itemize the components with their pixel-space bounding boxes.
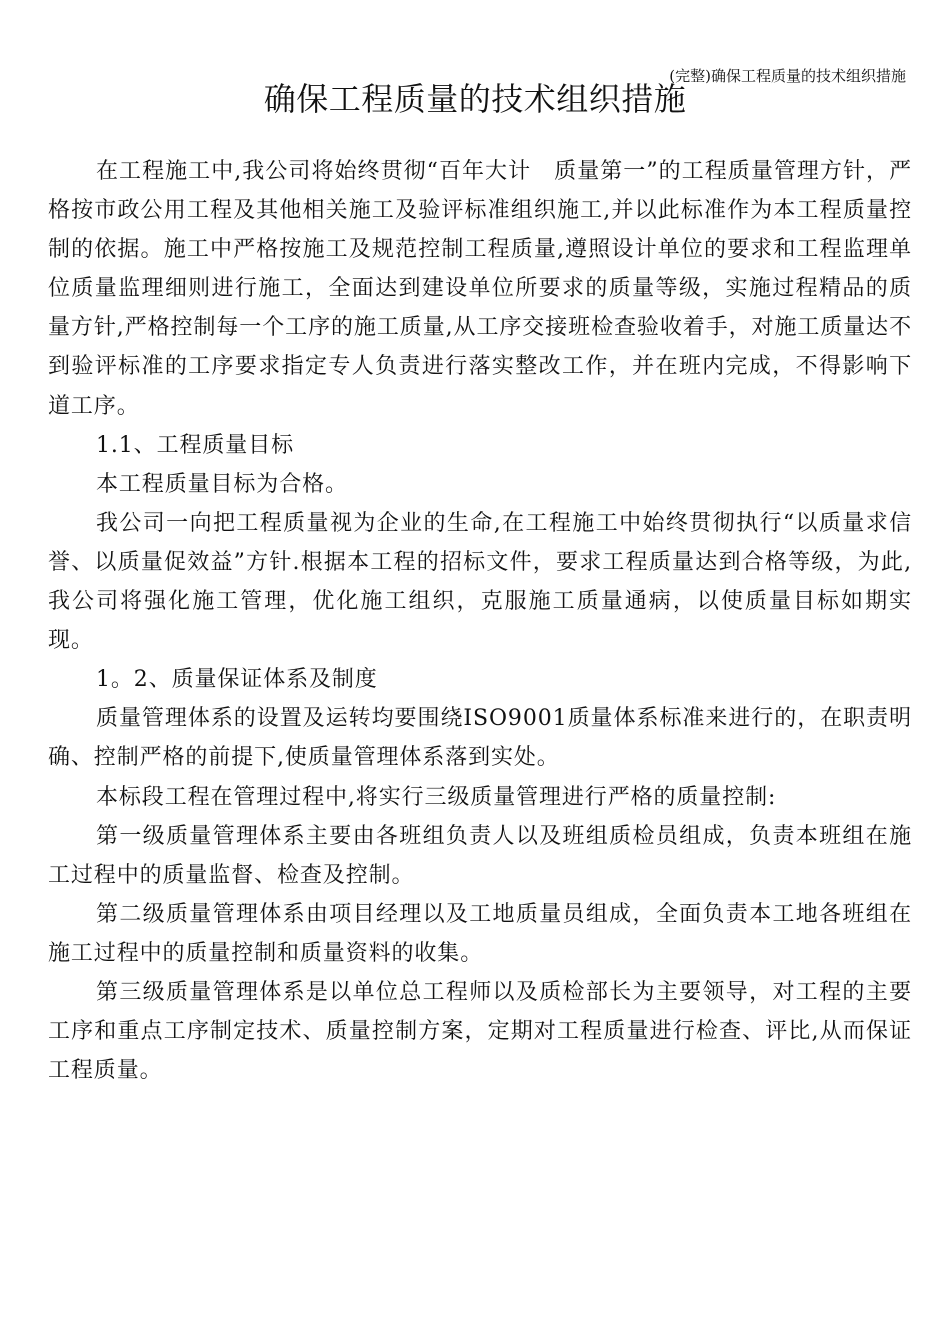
- section-heading-quality-goal: 1.1、工程质量目标: [96, 432, 294, 458]
- document-body: [48, 152, 912, 1090]
- paragraph-system: 质量管理体系的设置及运转均要围绕ISO9001质量体系标准来进行的，在职责明确、控制严格的前提下,使质量管理体系落到实处。: [48, 706, 912, 771]
- running-header: (完整)确保工程质量的技术组织措施: [669, 67, 906, 85]
- document-title: 确保工程质量的技术组织措施: [263, 80, 687, 118]
- paragraph-intro: 在工程施工中,我公司将始终贯彻“百年大计 质量第一”的工程质量管理方针，严格按市政公用工程及其他相关施工及验评标准组织施工,并以此标准作为本工程质量控制的依据。施工中严格按施工及规范控制工程质量,遵照设计单位的要求和工程监理单位质量监理细则进行施工，全面达到建设单位所要求的质量等级，实施过程精品的质量方针,严格控制每一个工序的施工质量,从工序交接班检查验收着手，对施工质量达不到验评标准的工序要求指定专人负责进行落实整改工作，并在班内完成，不得影响下道工序。: [48, 159, 912, 419]
- paragraph-three-level: 本标段工程在管理过程中,将实行三级质量管理进行严格的质量控制:: [96, 784, 777, 810]
- paragraph-level-1: 第一级质量管理体系主要由各班组负责人以及班组质检员组成，负责本班组在施工过程中的质量监督、检查及控制。: [48, 823, 912, 888]
- paragraph-goal: 本工程质量目标为合格。: [96, 471, 348, 497]
- paragraph-level-2: 第二级质量管理体系由项目经理以及工地质量员组成，全面负责本工地各班组在施工过程中的质量控制和质量资料的收集。: [48, 901, 912, 966]
- section-heading-quality-system: 1。2、质量保证体系及制度: [96, 667, 378, 693]
- paragraph-level-3: 第三级质量管理体系是以单位总工程师以及质检部长为主要领导，对工程的主要工序和重点工序制定技术、质量控制方案，定期对工程质量进行检查、评比,从而保证工程质量。: [48, 979, 912, 1084]
- paragraph-goal-detail: 我公司一向把工程质量视为企业的生命,在工程施工中始终贯彻执行“以质量求信誉、以质量促效益”方针.根据本工程的招标文件，要求工程质量达到合格等级，为此,我公司将强化施工管理，优化施工组织，克服施工质量通病，以使质量目标如期实现。: [48, 510, 912, 654]
